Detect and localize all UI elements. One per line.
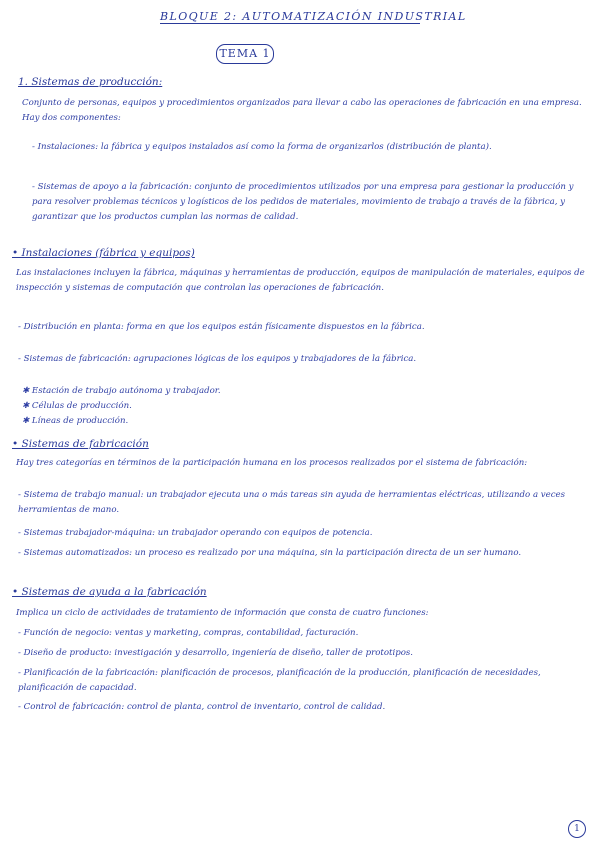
section4-heading: • Sistemas de ayuda a la fabricación: [12, 586, 207, 598]
section1-item-instalaciones: - Instalaciones: la fábrica y equipos instalados así como la forma de organizarlos (distribución de planta).: [32, 142, 492, 152]
section2-subitem-lineas: ✱ Líneas de producción.: [22, 416, 129, 426]
section3-heading: • Sistemas de fabricación: [12, 438, 149, 450]
section3-intro: Hay tres categorías en términos de la participación humana en los procesos realizados por el sistema de fabricación:: [16, 458, 528, 468]
page-number: 1: [568, 820, 586, 838]
section3-item-trabajador-maquina: - Sistemas trabajador-máquina: un trabajador operando con equipos de potencia.: [18, 528, 373, 538]
section1-heading: 1. Sistemas de producción:: [18, 76, 163, 88]
section2-intro: Las instalaciones incluyen la fábrica, máquinas y herramientas de producción, equipos de manipulación de materiales, equipos de inspección y sistemas de computación que controlan las operaciones de fabricación.: [16, 268, 585, 293]
section3-item-manual: - Sistema de trabajo manual: un trabajador ejecuta una o más tareas sin ayuda de herramientas eléctricas, utilizando a veces herramientas de mano.: [18, 490, 566, 515]
tema-label: TEMA 1: [216, 44, 274, 64]
section2-subitem-celulas: ✱ Células de producción.: [22, 401, 132, 411]
section2-subitem-estacion: ✱ Estación de trabajo autónoma y trabajador.: [22, 386, 221, 396]
section4-item-diseno: - Diseño de producto: investigación y desarrollo, ingeniería de diseño, taller de prototipos.: [18, 648, 414, 658]
section2-item-distribucion: - Distribución en planta: forma en que los equipos están físicamente dispuestos en la fábrica.: [18, 322, 425, 332]
section4-item-control: - Control de fabricación: control de planta, control de inventario, control de calidad.: [18, 702, 386, 712]
section4-intro: Implica un ciclo de actividades de tratamiento de información que consta de cuatro funciones:: [16, 608, 429, 618]
section4-item-planificacion: - Planificación de la fabricación: planificación de procesos, planificación de la producción, planificación de necesidades, planificación de capacidad.: [18, 668, 541, 693]
section4-item-negocio: - Función de negocio: ventas y marketing, compras, contabilidad, facturación.: [18, 628, 359, 638]
section2-item-sistemas-fabricacion: - Sistemas de fabricación: agrupaciones lógicas de los equipos y trabajadores de la fábrica.: [18, 354, 417, 364]
page-title: BLOQUE 2: AUTOMATIZACIÓN INDUSTRIAL: [160, 10, 467, 23]
section1-intro: Conjunto de personas, equipos y procedimientos organizados para llevar a cabo las operaciones de fabricación en una empresa. Hay dos componentes:: [22, 98, 582, 123]
section1-item-sistemas-apoyo: - Sistemas de apoyo a la fabricación: conjunto de procedimientos utilizados por una empresa para gestionar la producción y para resolver problemas técnicos y logísticos de los pedidos de materiales, movimiento de trabajo a través de la fábrica, y garantizar que los productos cumplan las normas de calidad.: [32, 182, 574, 222]
section2-heading: • Instalaciones (fábrica y equipos): [12, 247, 195, 259]
section3-item-automatizados: - Sistemas automatizados: un proceso es realizado por una máquina, sin la participación directa de un ser humano.: [18, 548, 522, 558]
